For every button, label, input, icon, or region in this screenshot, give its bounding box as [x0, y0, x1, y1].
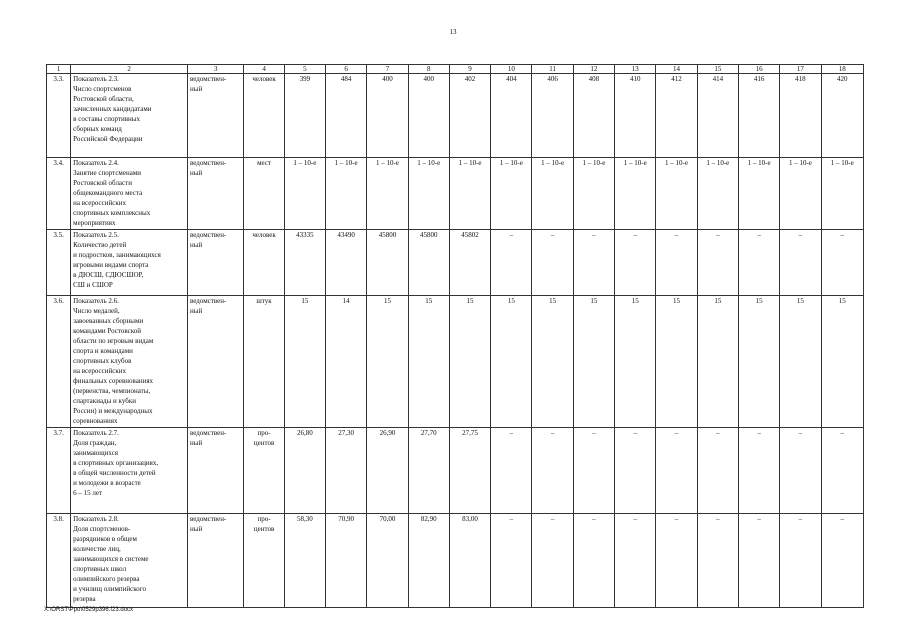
value-cell: –	[697, 514, 738, 608]
value-cell: 416	[738, 74, 779, 158]
value-cell: 43490	[326, 230, 367, 296]
data-source-cell: ведомствен- ный	[188, 230, 244, 296]
value-cell: 408	[573, 74, 614, 158]
indicator-name-cell: Показатель 2.8. Доля спортсменов- разрядников в общем количестве лиц, занимающихся в системе спортивных школ олимпийского резерва и училищ олимпийского резерва	[71, 514, 188, 608]
column-number-header: 11	[532, 65, 573, 74]
value-cell: –	[738, 230, 779, 296]
column-number-header: 10	[491, 65, 532, 74]
data-source-cell: ведомствен- ный	[188, 514, 244, 608]
unit-cell: про- центов	[244, 514, 284, 608]
value-cell: –	[656, 428, 697, 514]
value-cell: –	[491, 428, 532, 514]
column-number-header: 18	[821, 65, 863, 74]
value-cell: 1 – 10-е	[367, 158, 408, 230]
column-number-header: 17	[780, 65, 821, 74]
value-cell: –	[491, 514, 532, 608]
row-number-cell: 3.5.	[47, 230, 71, 296]
value-cell: 484	[326, 74, 367, 158]
value-cell: 1 – 10-е	[326, 158, 367, 230]
column-number-header: 12	[573, 65, 614, 74]
table-row	[47, 158, 864, 230]
value-cell: –	[738, 514, 779, 608]
value-cell: 400	[408, 74, 449, 158]
value-cell: –	[780, 428, 821, 514]
value-cell: –	[615, 230, 656, 296]
value-cell: 70,90	[326, 514, 367, 608]
column-number-header: 2	[71, 65, 188, 74]
column-number-header: 14	[656, 65, 697, 74]
value-cell: –	[821, 428, 863, 514]
value-cell: 15	[491, 296, 532, 428]
value-cell: 15	[656, 296, 697, 428]
value-cell: 15	[367, 296, 408, 428]
value-cell: 414	[697, 74, 738, 158]
data-source-cell: ведомствен- ный	[188, 74, 244, 158]
value-cell: –	[656, 230, 697, 296]
value-cell: 15	[821, 296, 863, 428]
value-cell: 399	[284, 74, 325, 158]
value-cell: 14	[326, 296, 367, 428]
data-source-cell: ведомствен- ный	[188, 158, 244, 230]
value-cell: –	[532, 230, 573, 296]
value-cell: –	[573, 514, 614, 608]
value-cell: –	[697, 230, 738, 296]
column-number-header: 7	[367, 65, 408, 74]
value-cell: 402	[449, 74, 490, 158]
value-cell: 15	[532, 296, 573, 428]
value-cell: 1 – 10-е	[449, 158, 490, 230]
value-cell: –	[821, 230, 863, 296]
value-cell: 1 – 10-е	[697, 158, 738, 230]
value-cell: 83,00	[449, 514, 490, 608]
value-cell: 1 – 10-е	[780, 158, 821, 230]
unit-cell: человек	[244, 230, 284, 296]
value-cell: 45802	[449, 230, 490, 296]
value-cell: –	[491, 230, 532, 296]
value-cell: 82,90	[408, 514, 449, 608]
file-path-footer: X:\ORST\Ppo\0529p396.f23.docx	[44, 607, 134, 613]
column-number-header: 5	[284, 65, 325, 74]
value-cell: 27,75	[449, 428, 490, 514]
column-number-header: 4	[244, 65, 284, 74]
indicator-name-cell: Показатель 2.6. Число медалей, завоеванных сборными командами Ростовской области по игровым видам спорта и командами спортивных клубов на всероссийских финальных соревнованиях (первенства, чемпионаты, спартакиады и кубки России) и международных соревнованиях	[71, 296, 188, 428]
column-number-header: 1	[47, 65, 71, 74]
value-cell: 43335	[284, 230, 325, 296]
unit-cell: штук	[244, 296, 284, 428]
row-number-cell: 3.4.	[47, 158, 71, 230]
column-number-row	[47, 65, 864, 74]
column-number-header: 13	[615, 65, 656, 74]
value-cell: –	[697, 428, 738, 514]
value-cell: 404	[491, 74, 532, 158]
value-cell: –	[738, 428, 779, 514]
value-cell: 27,70	[408, 428, 449, 514]
value-cell: 1 – 10-е	[284, 158, 325, 230]
value-cell: –	[615, 428, 656, 514]
value-cell: 15	[780, 296, 821, 428]
page-number: 13	[449, 28, 457, 36]
value-cell: 1 – 10-е	[738, 158, 779, 230]
value-cell: –	[780, 230, 821, 296]
unit-cell: человек	[244, 74, 284, 158]
value-cell: 410	[615, 74, 656, 158]
table-row	[47, 296, 864, 428]
value-cell: 15	[697, 296, 738, 428]
indicators-table	[46, 64, 864, 608]
value-cell: –	[573, 230, 614, 296]
unit-cell: про- центов	[244, 428, 284, 514]
value-cell: 70,00	[367, 514, 408, 608]
column-number-header: 15	[697, 65, 738, 74]
value-cell: 27,30	[326, 428, 367, 514]
value-cell: 1 – 10-е	[656, 158, 697, 230]
column-number-header: 9	[449, 65, 490, 74]
value-cell: –	[656, 514, 697, 608]
row-number-cell: 3.6.	[47, 296, 71, 428]
value-cell: 1 – 10-е	[615, 158, 656, 230]
data-source-cell: ведомствен- ный	[188, 428, 244, 514]
value-cell: –	[532, 514, 573, 608]
column-number-header: 16	[738, 65, 779, 74]
value-cell: –	[573, 428, 614, 514]
indicator-name-cell: Показатель 2.5. Количество детей и подростков, занимающихся игровыми видами спорта в ДЮСШ, СДЮСШОР, СШ и СШОР	[71, 230, 188, 296]
value-cell: 1 – 10-е	[408, 158, 449, 230]
table-row	[47, 428, 864, 514]
unit-cell: мест	[244, 158, 284, 230]
value-cell: 58,30	[284, 514, 325, 608]
column-number-header: 6	[326, 65, 367, 74]
indicators-table-container	[46, 64, 864, 608]
value-cell: 420	[821, 74, 863, 158]
value-cell: 15	[738, 296, 779, 428]
table-row	[47, 230, 864, 296]
value-cell: 1 – 10-е	[573, 158, 614, 230]
value-cell: 45800	[408, 230, 449, 296]
value-cell: 26,90	[367, 428, 408, 514]
value-cell: 406	[532, 74, 573, 158]
value-cell: 1 – 10-е	[532, 158, 573, 230]
row-number-cell: 3.7.	[47, 428, 71, 514]
value-cell: –	[532, 428, 573, 514]
column-number-header: 3	[188, 65, 244, 74]
value-cell: 1 – 10-е	[491, 158, 532, 230]
value-cell: 418	[780, 74, 821, 158]
value-cell: 400	[367, 74, 408, 158]
value-cell: 15	[615, 296, 656, 428]
value-cell: –	[780, 514, 821, 608]
value-cell: 15	[408, 296, 449, 428]
indicator-name-cell: Показатель 2.3. Число спортсменов Ростовской области, зачисленных кандидатами в составы спортивных сборных команд Российской Федерации	[71, 74, 188, 158]
data-source-cell: ведомствен- ный	[188, 296, 244, 428]
value-cell: 15	[449, 296, 490, 428]
value-cell: 15	[284, 296, 325, 428]
value-cell: –	[615, 514, 656, 608]
value-cell: 412	[656, 74, 697, 158]
row-number-cell: 3.3.	[47, 74, 71, 158]
value-cell: 26,80	[284, 428, 325, 514]
indicator-name-cell: Показатель 2.4. Занятие спортсменами Ростовской области общекомандного места на всероссийских спортивных комплексных мероприятиях	[71, 158, 188, 230]
row-number-cell: 3.8.	[47, 514, 71, 608]
table-body	[47, 65, 864, 608]
column-number-header: 8	[408, 65, 449, 74]
value-cell: 45800	[367, 230, 408, 296]
value-cell: 15	[573, 296, 614, 428]
value-cell: –	[821, 514, 863, 608]
indicator-name-cell: Показатель 2.7. Доля граждан, занимающихся в спортивных организациях, в общей численности детей и молодежи в возрасте 6 – 15 лет	[71, 428, 188, 514]
table-row	[47, 514, 864, 608]
table-row	[47, 74, 864, 158]
value-cell: 1 – 10-е	[821, 158, 863, 230]
